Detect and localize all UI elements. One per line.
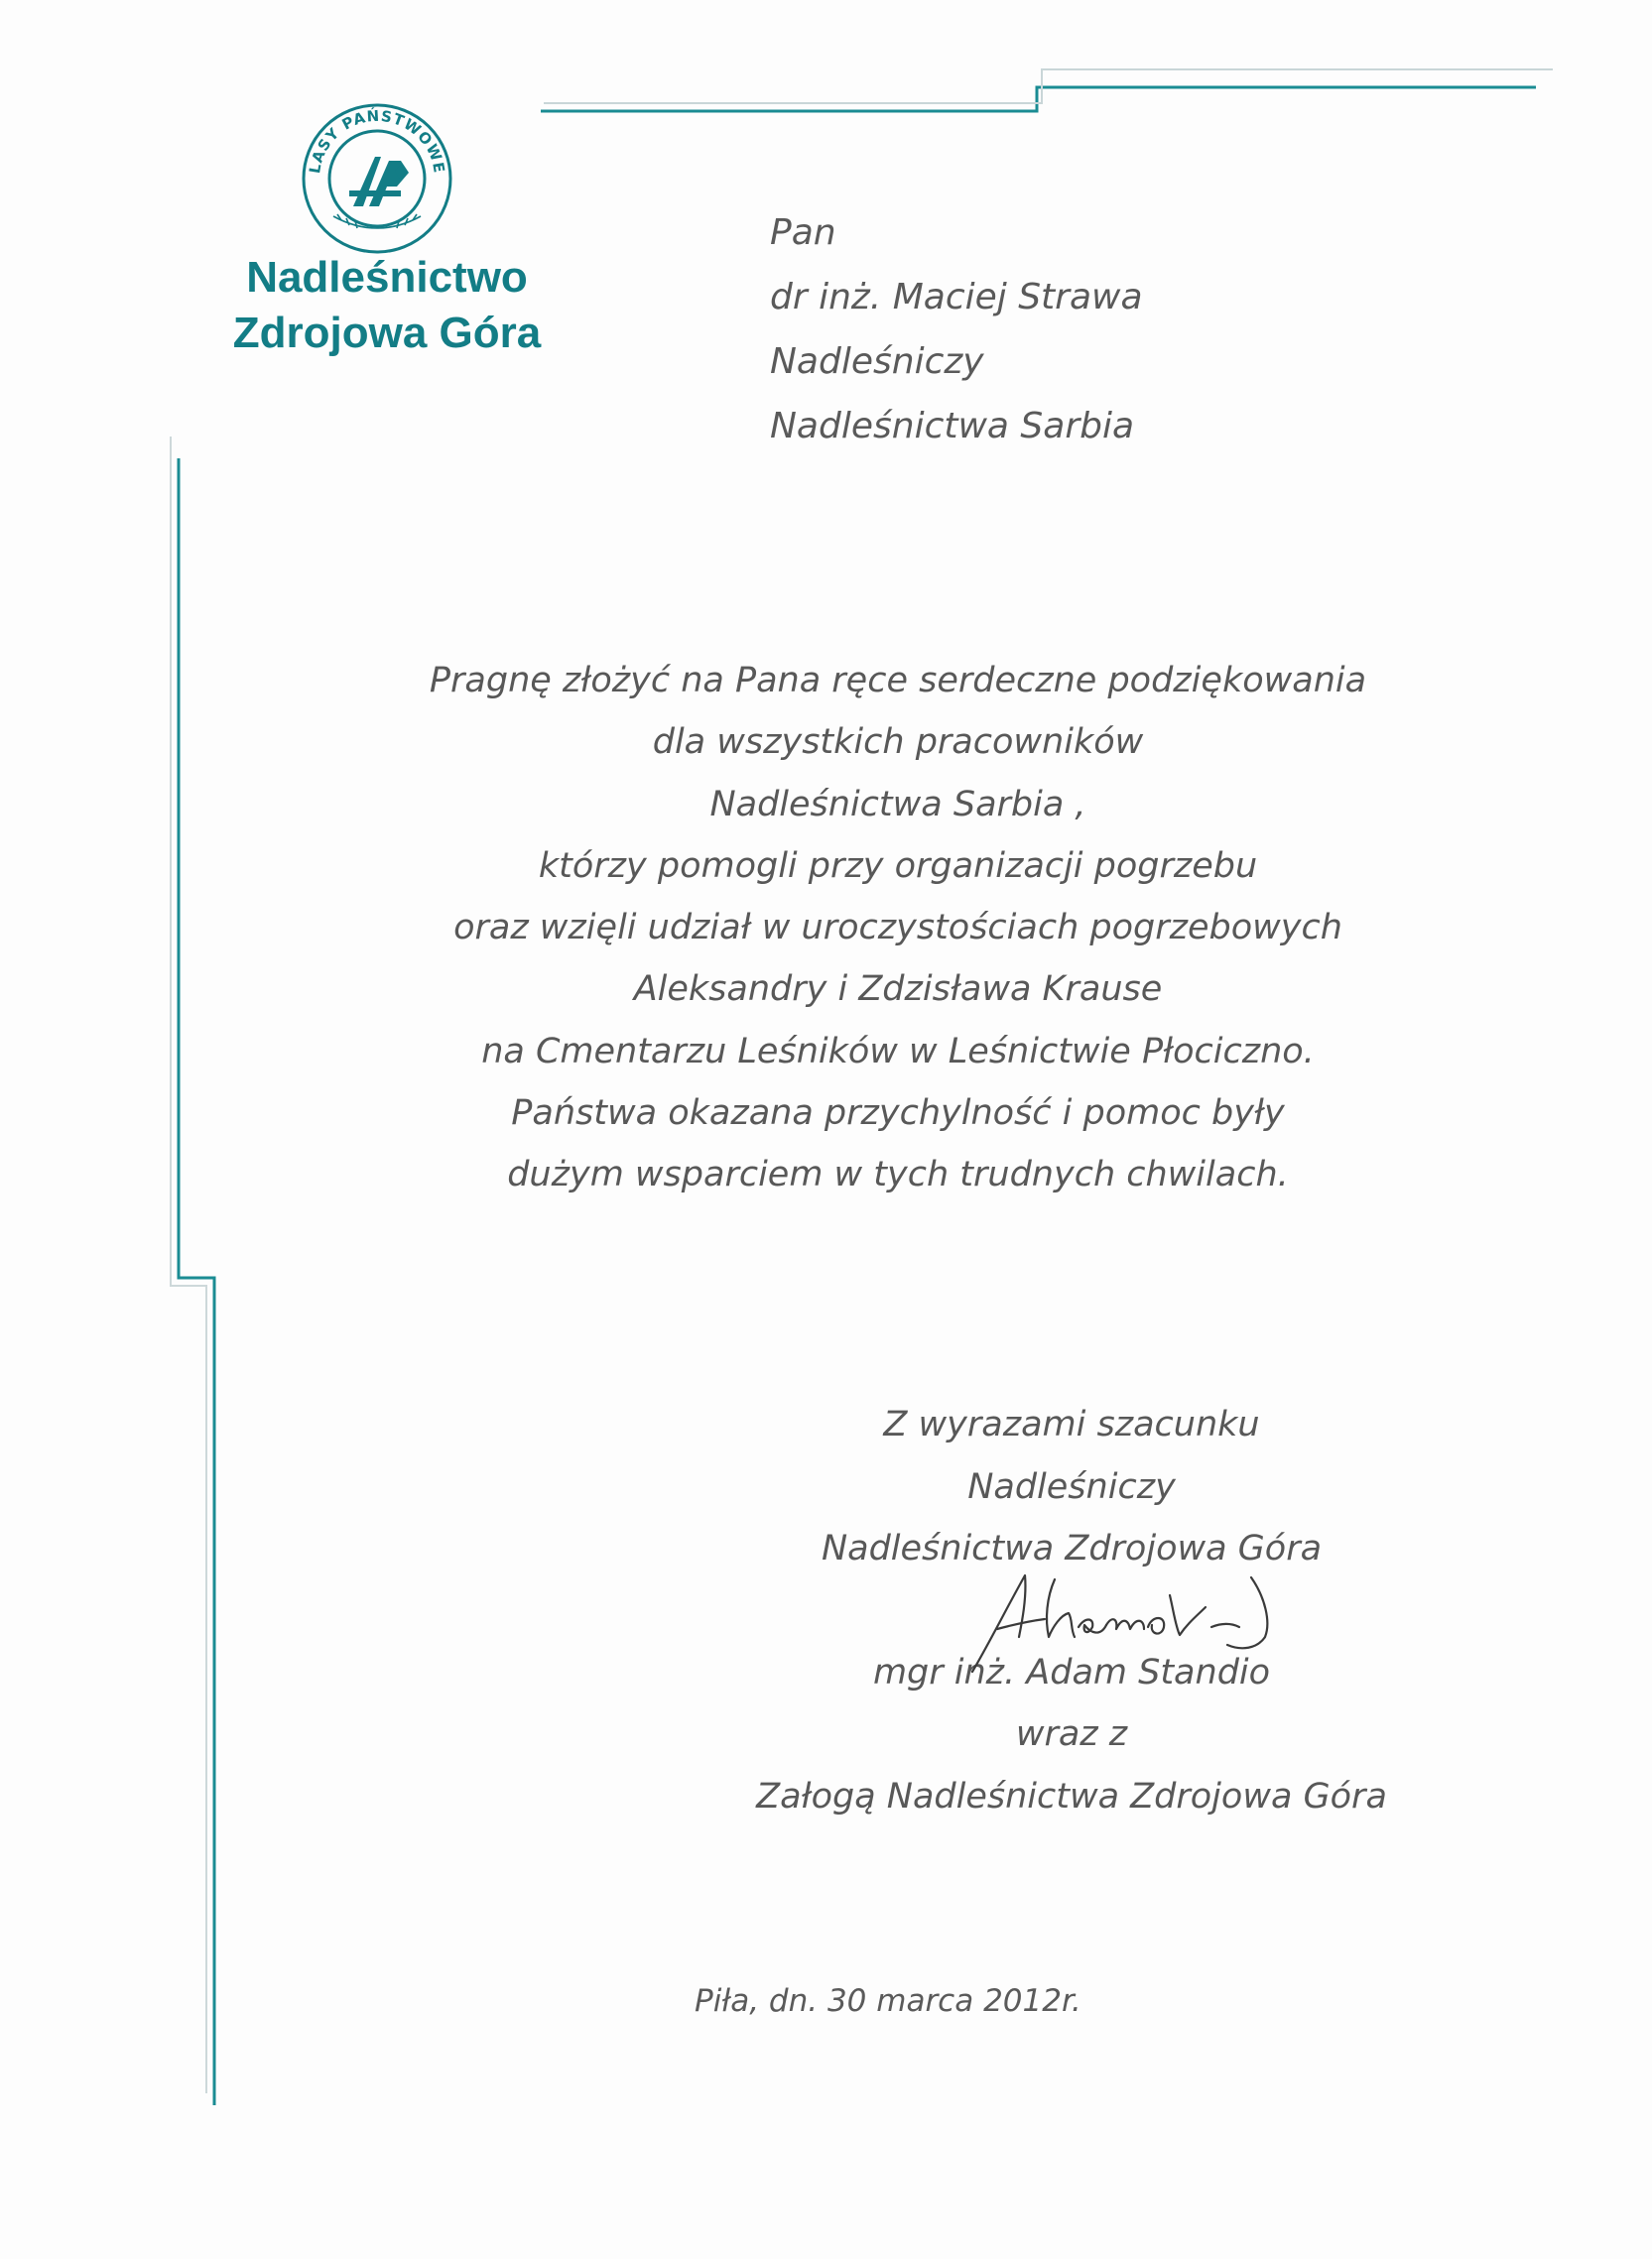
body-line: dużym wsparciem w tych trudnych chwilach. <box>507 1155 1289 1195</box>
body-line: dla wszystkich pracowników <box>652 722 1144 763</box>
body-line: na Cmentarzu Leśników w Leśnictwie Płociczno. <box>481 1031 1315 1071</box>
place-and-date: Piła, dn. 30 marca 2012r. <box>695 1983 1081 2019</box>
body-line: którzy pomogli przy organizacji pogrzebu <box>538 845 1258 886</box>
body-line: oraz wzięli udział w uroczystościach pogrzebowych <box>453 908 1342 948</box>
recipient-line: Pan <box>770 212 836 253</box>
logo-ring-text: LASY PAŃSTWOWE <box>306 106 448 176</box>
logo-tree-mark <box>349 157 409 206</box>
body-line: Państwa okazana przychylność i pomoc były <box>511 1093 1285 1134</box>
left-frame-line <box>179 458 214 2105</box>
closing-crew: Załogą Nadleśnictwa Zdrojowa Góra <box>756 1776 1387 1817</box>
closing-title: Nadleśniczy <box>967 1466 1176 1507</box>
top-frame-line <box>541 87 1536 111</box>
letter-body <box>298 650 1498 1206</box>
recipient-line: Nadleśniczy <box>770 341 984 382</box>
closing-greeting: Z wyrazami szacunku <box>883 1405 1260 1444</box>
organization-name <box>189 250 585 361</box>
body-line: Nadleśnictwa Sarbia , <box>709 784 1086 824</box>
recipient-block <box>770 200 1143 458</box>
org-name-line1: Nadleśnictwo <box>246 253 528 302</box>
closing-with: wraz z <box>1015 1714 1128 1754</box>
body-line: Aleksandry i Zdzisława Krause <box>633 969 1163 1010</box>
body-line: Pragnę złożyć na Pana ręce serdeczne podziękowania <box>429 661 1367 700</box>
lasy-panstwowe-logo <box>298 99 456 258</box>
recipient-line: dr inż. Maciej Strawa <box>770 277 1143 317</box>
org-name-line2: Zdrojowa Góra <box>232 309 542 357</box>
closing-office: Nadleśnictwa Zdrojowa Góra <box>821 1529 1323 1569</box>
left-frame-line-shadow <box>171 437 206 2093</box>
signatory-name: mgr inż. Adam Standio <box>872 1652 1271 1693</box>
handwritten-signature <box>967 1568 1295 1677</box>
recipient-line: Nadleśnictwa Sarbia <box>770 406 1135 446</box>
